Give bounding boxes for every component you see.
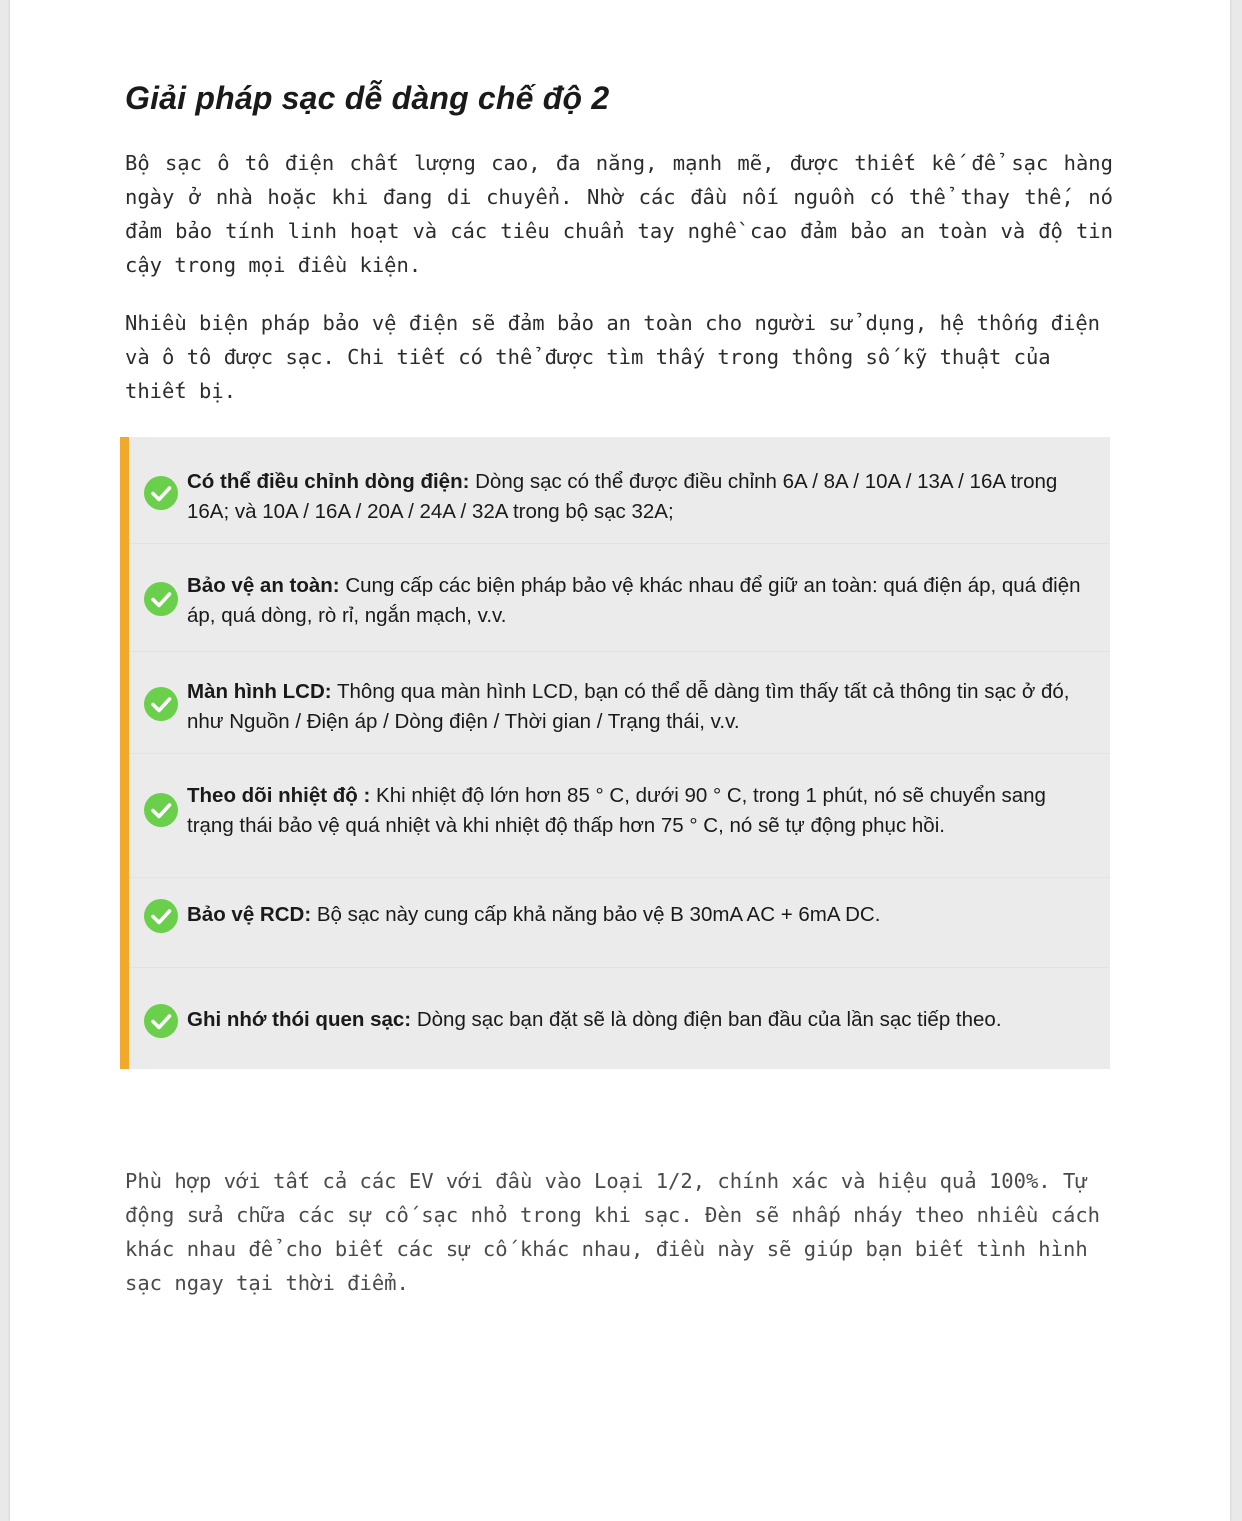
feature-text [187, 677, 1087, 737]
feature-label: Màn hình LCD: [187, 680, 332, 703]
feature-description: Khi nhiệt độ lớn hơn 85 ° C, dưới 90 ° C, trong 1 phút, nó sẽ chuyển sang trạng thái bảo vệ quá nhiệt và khi nhiệt độ thấp hơn 75 ° C, nó sẽ tự động phục hồi. [187, 784, 1046, 837]
check-circle-icon [144, 1004, 178, 1038]
compatibility-paragraph: Phù hợp với tất cả các EV với đầu vào Loại 1/2, chính xác và hiệu quả 100%. Tự động sửa chữa các sự cố sạc nhỏ trong khi sạc. Đèn sẽ nhấp nháy theo nhiều cách khác nhau để cho biết các sự cố khác nhau, điều này sẽ giúp bạn biết tình hình sạc ngay tại thời điểm. [125, 1169, 1101, 1295]
feature-item [129, 753, 1110, 878]
feature-description: Dòng sạc bạn đặt sẽ là dòng điện ban đầu của lần sạc tiếp theo. [411, 1008, 1002, 1031]
feature-item [129, 877, 1110, 968]
feature-item [129, 651, 1110, 754]
check-circle-icon [144, 582, 178, 616]
feature-text [187, 781, 1087, 841]
feature-description: Thông qua màn hình LCD, bạn có thể dễ dàng tìm thấy tất cả thông tin sạc ở đó, như Nguồn / Điện áp / Dòng điện / Thời gian / Trạng thái, v.v. [187, 680, 1070, 733]
check-circle-icon [144, 687, 178, 721]
feature-text [187, 467, 1087, 527]
page-title: Giải pháp sạc dễ dàng chế độ 2 [125, 80, 610, 116]
feature-label: Có thể điều chỉnh dòng điện: [187, 470, 470, 493]
feature-list-panel [120, 437, 1110, 1069]
feature-label: Bảo vệ RCD: [187, 903, 312, 926]
feature-description: Bộ sạc này cung cấp khả năng bảo vệ B 30mA AC + 6mA DC. [311, 903, 881, 926]
feature-item [129, 437, 1110, 544]
check-circle-icon [144, 793, 178, 827]
document-page [10, 0, 1230, 1521]
feature-label: Bảo vệ an toàn: [187, 574, 340, 597]
feature-description: Cung cấp các biện pháp bảo vệ khác nhau để giữ an toàn: quá điện áp, quá điện áp, quá dòng, rò rỉ, ngắn mạch, v.v. [187, 574, 1081, 627]
feature-item [129, 967, 1110, 1069]
feature-text [187, 900, 1087, 930]
feature-text [187, 571, 1087, 631]
feature-item [129, 543, 1110, 652]
feature-label: Ghi nhớ thói quen sạc: [187, 1008, 412, 1031]
intro-paragraph: Bộ sạc ô tô điện chất lượng cao, đa năng, mạnh mẽ, được thiết kế để sạc hàng ngày ở nhà hoặc khi đang di chuyển. Nhờ các đầu nối nguồn có thể thay thế, nó đảm bảo tính linh hoạt và các tiêu chuẩn tay nghề cao đảm bảo an toàn và độ tin cậy trong mọi điều kiện. [125, 151, 1113, 277]
feature-description: Dòng sạc có thể được điều chỉnh 6A / 8A / 10A / 13A / 16A trong 16A; và 10A / 16A / 20A / 24A / 32A trong bộ sạc 32A; [187, 470, 1058, 523]
protection-paragraph: Nhiều biện pháp bảo vệ điện sẽ đảm bảo an toàn cho người sử dụng, hệ thống điện và ô tô được sạc. Chi tiết có thể được tìm thấy trong thông số kỹ thuật của thiết bị. [125, 311, 1101, 403]
feature-text [187, 1005, 1087, 1035]
feature-label: Theo dõi nhiệt độ : [187, 784, 371, 807]
check-circle-icon [144, 476, 178, 510]
check-circle-icon [144, 899, 178, 933]
